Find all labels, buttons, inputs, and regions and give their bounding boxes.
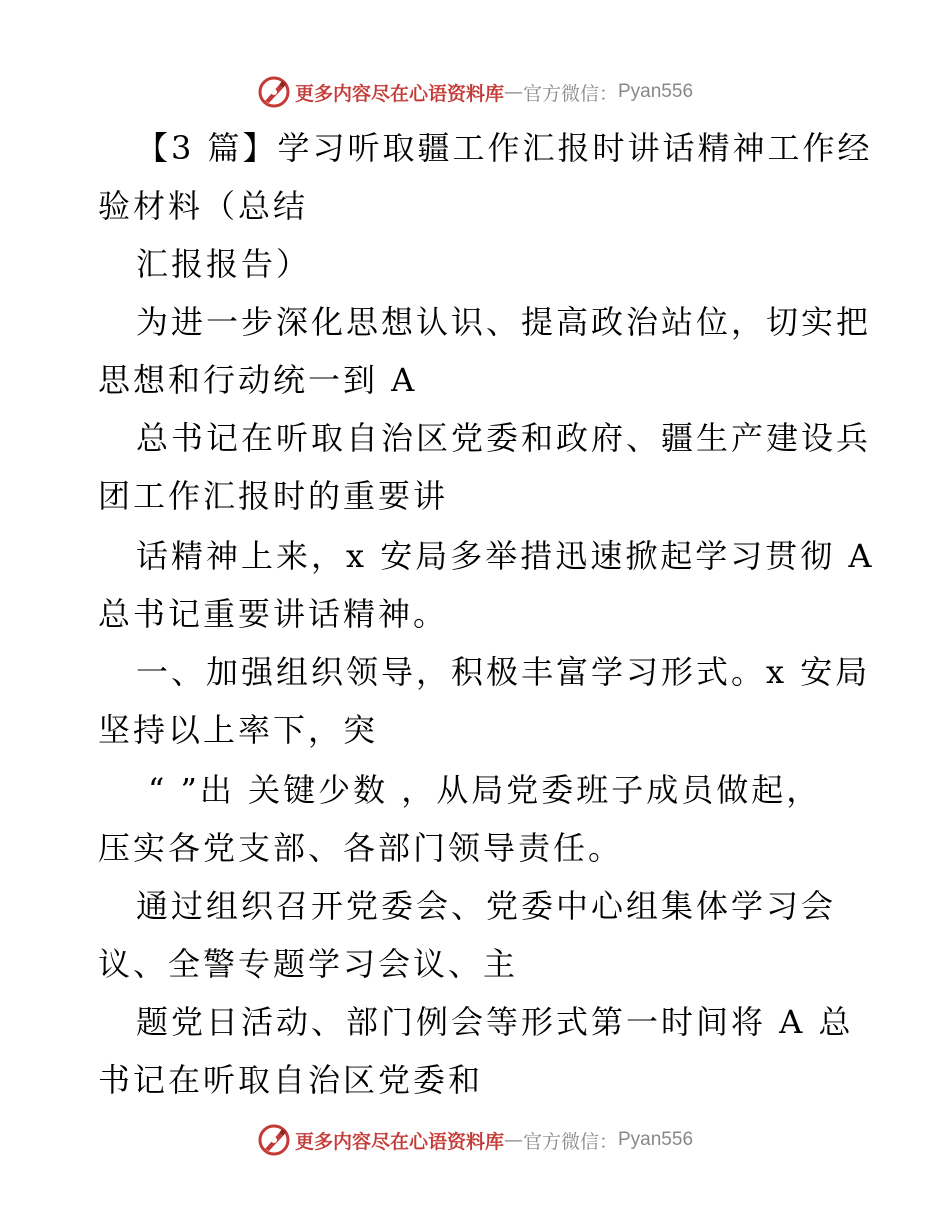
watermark-wechat-id: Pyan556 — [618, 81, 694, 102]
paragraph-line: 思想和行动统一到 A — [98, 361, 418, 399]
footer-watermark — [0, 1120, 950, 1160]
paragraph-line: 题党日活动、部门例会等形式第一时间将 A 总 — [136, 1003, 854, 1041]
paragraph-line: 为进一步深化思想认识、提高政治站位，切实把 — [136, 303, 872, 341]
paragraph-line: 话精神上来，x 安局多举措迅速掀起学习贯彻 A — [136, 537, 875, 575]
watermark-separator: — — [503, 81, 523, 103]
pen-logo-icon — [257, 1123, 291, 1157]
paragraph-line: 一、加强组织领导，积极丰富学习形式。x 安局 — [136, 653, 871, 691]
paragraph-line: 书记在听取自治区党委和 — [98, 1061, 484, 1099]
paragraph-line: 议、全警专题学习会议、主 — [98, 945, 519, 983]
watermark-wechat-id: Pyan556 — [618, 1129, 694, 1150]
document-title-line: 汇报报告） — [136, 245, 312, 283]
watermark-wechat-label: 官方微信： — [522, 1130, 618, 1153]
watermark-separator: — — [503, 1129, 523, 1151]
paragraph-line: “ ”出 关键少数 ，从局党委班子成员做起， — [148, 771, 822, 809]
watermark-wechat-label: 官方微信： — [522, 82, 618, 105]
paragraph-line: 总书记在听取自治区党委和政府、疆生产建设兵 — [136, 419, 872, 457]
paragraph-line: 坚持以上率下，突 — [98, 711, 379, 749]
paragraph-line: 团工作汇报时的重要讲 — [98, 477, 449, 515]
paragraph-line: 压实各党支部、各部门领导责任。 — [98, 829, 624, 867]
document-title-line: 验材料（总结 — [98, 187, 309, 225]
paragraph-line: 通过组织召开党委会、党委中心组集体学习会 — [136, 887, 837, 925]
document-title-line: 【3 篇】学习听取疆工作汇报时讲话精神工作经 — [136, 129, 873, 167]
watermark-text: 更多内容尽在心语资料库 — [294, 82, 504, 105]
paragraph-line: 总书记重要讲话精神。 — [98, 595, 449, 633]
watermark-text: 更多内容尽在心语资料库 — [294, 1130, 504, 1153]
